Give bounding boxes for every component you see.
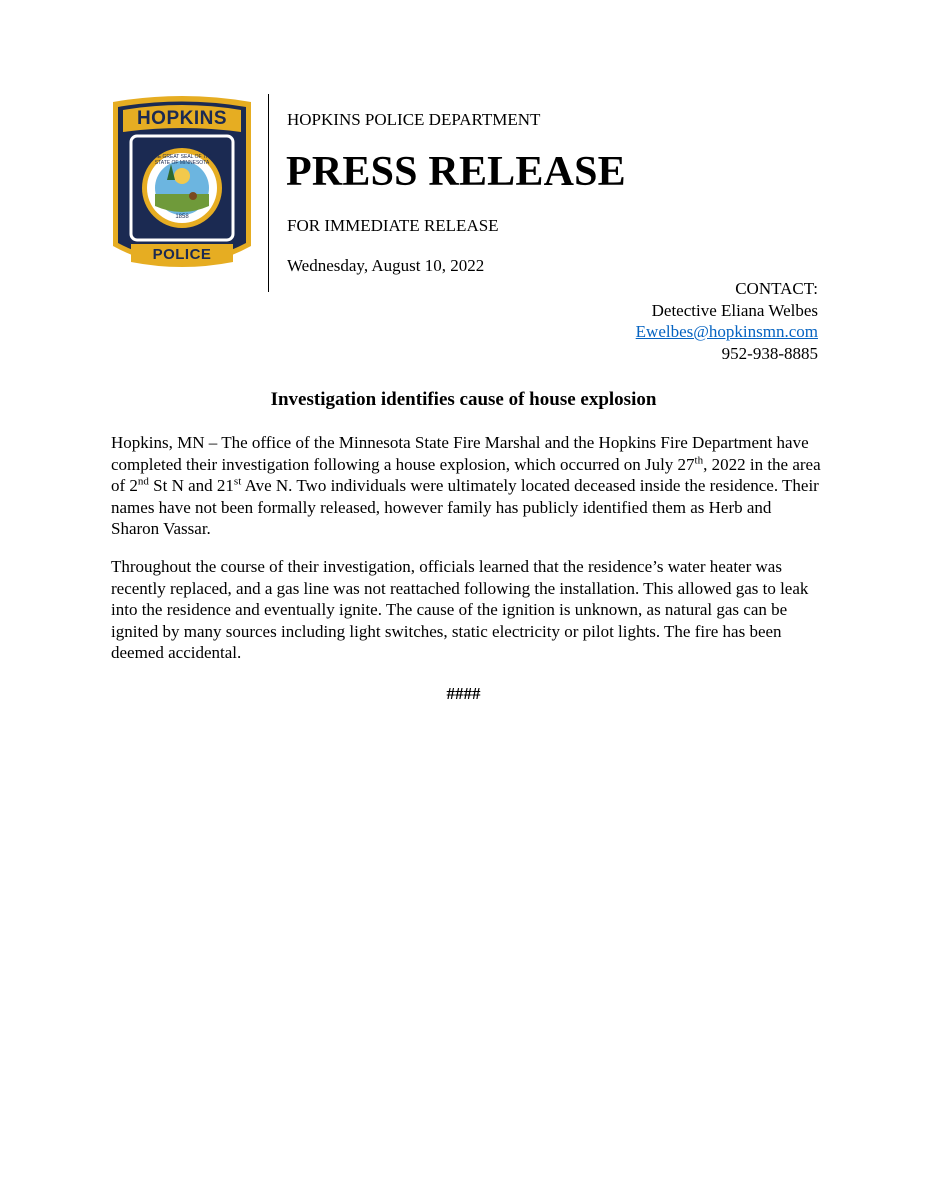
- header-divider: [268, 94, 269, 292]
- contact-name: Detective Eliana Welbes: [651, 300, 818, 320]
- badge-seal-text: THE GREAT SEAL OF THE STATE OF MINNESOTA: [151, 154, 213, 166]
- p1-text-a: Hopkins, MN – The office of the Minnesota State Fire Marshal and the Hopkins Fire Department have completed their investigation following a house explosion, which occurred on July 27: [111, 433, 809, 474]
- release-date: Wednesday, August 10, 2022: [287, 256, 485, 275]
- p1-text-d: Ave N. Two individuals were ultimately located deceased inside the residence. Their names have not been formally released, however family has publicly identified them as Herb and Sharon Vassar.: [111, 476, 819, 538]
- p1-superscript-2: nd: [137, 475, 149, 488]
- page-title: PRESS RELEASE: [286, 149, 626, 195]
- contact-label: CONTACT:: [735, 279, 818, 298]
- badge-top-text: HOPKINS: [136, 108, 228, 129]
- badge-seal-year: 1858: [175, 214, 189, 220]
- release-type: FOR IMMEDIATE RELEASE: [287, 216, 499, 235]
- body-paragraph-1: [111, 432, 823, 540]
- end-mark: ####: [446, 684, 481, 703]
- badge-bottom-text: POLICE: [152, 246, 212, 263]
- p1-text-c: St N and 21: [148, 476, 234, 495]
- contact-email-link[interactable]: Ewelbes@hopkinsmn.com: [635, 322, 818, 341]
- p1-text-b: , 2022 in the area of 2: [111, 454, 821, 495]
- contact-block: [636, 278, 818, 364]
- police-badge-logo: [109, 96, 255, 274]
- contact-phone: 952-938-8885: [721, 343, 818, 363]
- p1-superscript-1: th: [694, 453, 704, 466]
- body-paragraph-2: Throughout the course of their investigation, officials learned that the residence’s water heater was recently replaced, and a gas line was not reattached following the installation. This allowed gas to leak into the residence and eventually ignite. The cause of the ignition is unknown, as natural gas can be ignited by many sources including light switches, static electricity or pilot lights. The fire has been deemed accidental.: [111, 557, 809, 662]
- headline: Investigation identifies cause of house explosion: [270, 389, 657, 410]
- department-name: HOPKINS POLICE DEPARTMENT: [287, 110, 541, 129]
- p1-superscript-3: st: [233, 475, 242, 488]
